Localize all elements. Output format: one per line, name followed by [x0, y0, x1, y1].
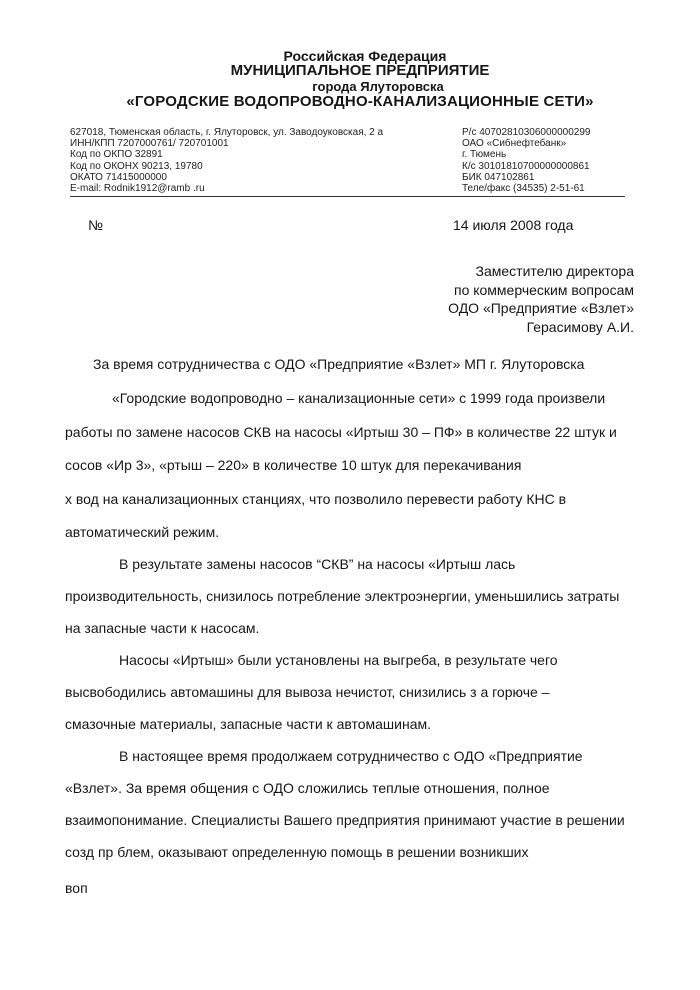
addressee-line: Герасимову А.И.	[526, 318, 634, 335]
requisite-bank-city: г. Тюмень	[462, 149, 507, 161]
requisite-okpo: Код по ОКПО 32891	[70, 149, 163, 161]
body-line: работы по замене насосов СКВ на насосы «Иртыш 30 – ПФ» в количестве 22 штук и	[65, 424, 617, 440]
addressee-line: Заместителю директора	[475, 263, 634, 279]
header-city: города Ялуторовска	[312, 79, 444, 94]
body-line: Насосы «Иртыш» были установлены на выгреба, в результате чего	[119, 652, 558, 668]
document-date: 14 июля 2008 года	[453, 217, 574, 233]
body-line: созд пр блем, оказывают определенную помощь в решении возникших	[65, 844, 529, 860]
addressee-line: по коммерческим вопросам	[453, 281, 634, 298]
body-line: За время сотрудничества с ОДО «Предприятие «Взлет» МП г. Ялуторовска	[93, 356, 585, 372]
body-line: высвободились автомашины для вывоза нечистот, снизились з а горюче –	[65, 684, 550, 700]
addressee-line: ОДО «Предприятие «Взлет»	[448, 300, 634, 316]
header-divider	[70, 196, 625, 197]
header-company-name: «ГОРОДСКИЕ ВОДОПРОВОДНО-КАНАЛИЗАЦИОННЫЕ СЕТИ»	[126, 93, 594, 110]
body-line: автоматический режим.	[65, 524, 220, 540]
requisites-right	[462, 127, 590, 194]
body-line: взаимопонимание. Специалисты Вашего предприятия принимают участие в решении	[65, 812, 625, 828]
body-line: «Городские водопроводно – канализационные сети» с 1999 года произвели	[112, 390, 606, 406]
header-country: Российская Федерация	[283, 48, 447, 64]
header-enterprise-type: МУНИЦИПАЛЬНОЕ ПРЕДПРИЯТИЕ	[230, 62, 490, 79]
requisite-inn: ИНН/КПП 7207000761/ 720701001	[70, 138, 229, 150]
requisite-corr-account: К/с 30101810700000000861	[462, 160, 590, 172]
requisites-left	[70, 127, 383, 194]
body-line: В результате замены насосов “СКВ” на насосы «Иртыш лась	[119, 556, 516, 572]
document-number: №	[88, 217, 104, 233]
body-line: В настоящее время продолжаем сотрудничество с ОДО «Предприятие	[119, 748, 583, 764]
body-line: воп	[65, 880, 88, 896]
requisite-bik: БИК 047102861	[462, 171, 535, 183]
requisite-email: E-mail: Rodnik1912@ramb .ru	[70, 183, 205, 195]
requisite-okato: ОКАТО 71415000000	[70, 171, 167, 183]
body-line: производительность, снизилось потребление электроэнергии, уменьшились затраты	[65, 588, 620, 604]
body-line: на запасные части к насосам.	[65, 620, 260, 636]
requisite-address: 627018, Тюменская область, г. Ялуторовск, ул. Заводоуковская, 2 а	[70, 127, 384, 138]
body-line: «Взлет». За время общения с ОДО сложились теплые отношения, полное	[65, 780, 550, 796]
requisite-account: Р/с 40702810306000000299	[462, 127, 591, 138]
body-line: х вод на канализационных станциях, что позволило перевести работу КНС в	[65, 491, 567, 507]
requisite-bank: ОАО «Сибнефтебанк»	[462, 138, 567, 150]
addressee-block	[448, 262, 634, 336]
requisite-okonh: Код по ОКОНХ 90213, 19780	[70, 160, 203, 172]
requisite-phone-fax: Теле/факс (34535) 2-51-61	[462, 183, 585, 195]
body-line: сосов «Ир 3», «ртыш – 220» в количестве 10 штук для перекачивания	[65, 457, 522, 473]
body-line: смазочные материалы, запасные части к автомашинам.	[65, 716, 432, 732]
